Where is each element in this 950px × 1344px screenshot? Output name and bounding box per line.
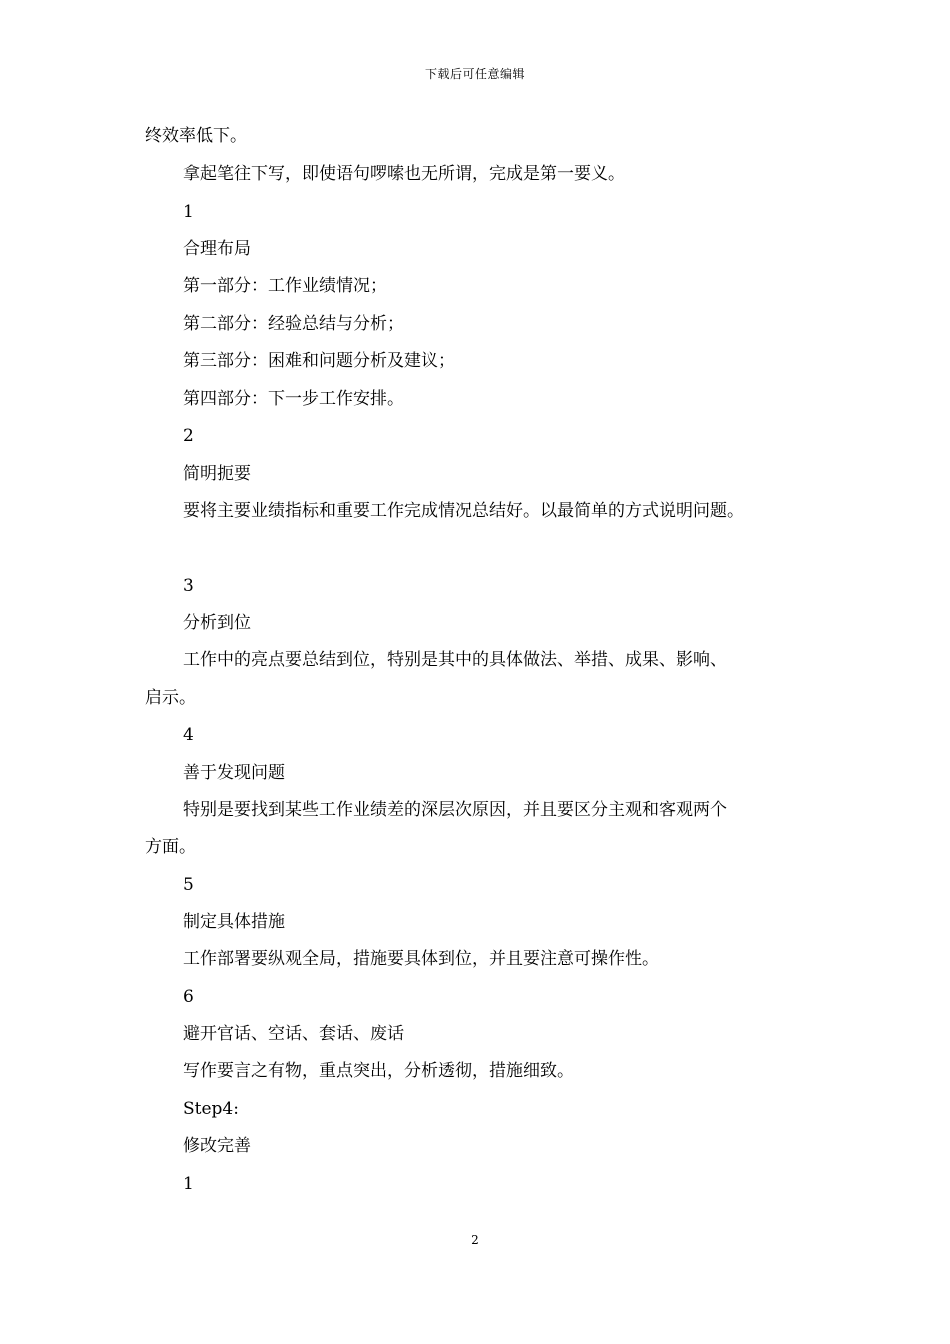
paragraph: 写作要言之有物，重点突出，分析透彻，措施细致。 xyxy=(183,1061,574,1081)
list-item: 第四部分：下一步工作安排。 xyxy=(183,389,404,409)
section-heading: 避开官话、空话、套话、废话 xyxy=(183,1024,404,1044)
section-heading: 制定具体措施 xyxy=(183,912,285,932)
paragraph-continuation: 启示。 xyxy=(145,688,196,708)
paragraph: 特别是要找到某些工作业绩差的深层次原因，并且要区分主观和客观两个 xyxy=(183,800,727,820)
section-heading: 合理布局 xyxy=(183,239,251,259)
section-heading: 修改完善 xyxy=(183,1136,251,1156)
paragraph-continuation: 终效率低下。 xyxy=(145,126,247,146)
paragraph: 工作部署要纵观全局，措施要具体到位，并且要注意可操作性。 xyxy=(183,949,659,969)
paragraph: 要将主要业绩指标和重要工作完成情况总结好。以最简单的方式说明问题。 xyxy=(183,501,744,521)
section-heading: 分析到位 xyxy=(183,613,251,633)
section-number: 5 xyxy=(183,875,194,895)
list-item: 第二部分：经验总结与分析； xyxy=(183,314,404,334)
paragraph: 拿起笔往下写，即使语句啰嗦也无所谓，完成是第一要义。 xyxy=(183,164,625,184)
section-number: 2 xyxy=(183,426,194,446)
section-heading: 简明扼要 xyxy=(183,464,251,484)
page-number: 2 xyxy=(471,1233,479,1247)
section-number: 3 xyxy=(183,576,194,596)
list-item: 第三部分：困难和问题分析及建议； xyxy=(183,351,455,371)
paragraph-continuation: 方面。 xyxy=(145,837,196,857)
section-heading: 善于发现问题 xyxy=(183,763,285,783)
list-item: 第一部分：工作业绩情况； xyxy=(183,276,387,296)
section-number: 1 xyxy=(183,1174,194,1194)
paragraph: 工作中的亮点要总结到位，特别是其中的具体做法、举措、成果、影响、 xyxy=(183,650,727,670)
section-number: 6 xyxy=(183,987,194,1007)
page-header: 下载后可任意编辑 xyxy=(424,67,525,81)
section-number: 1 xyxy=(183,202,194,222)
step-label: Step4: xyxy=(183,1099,239,1119)
section-number: 4 xyxy=(183,725,194,745)
